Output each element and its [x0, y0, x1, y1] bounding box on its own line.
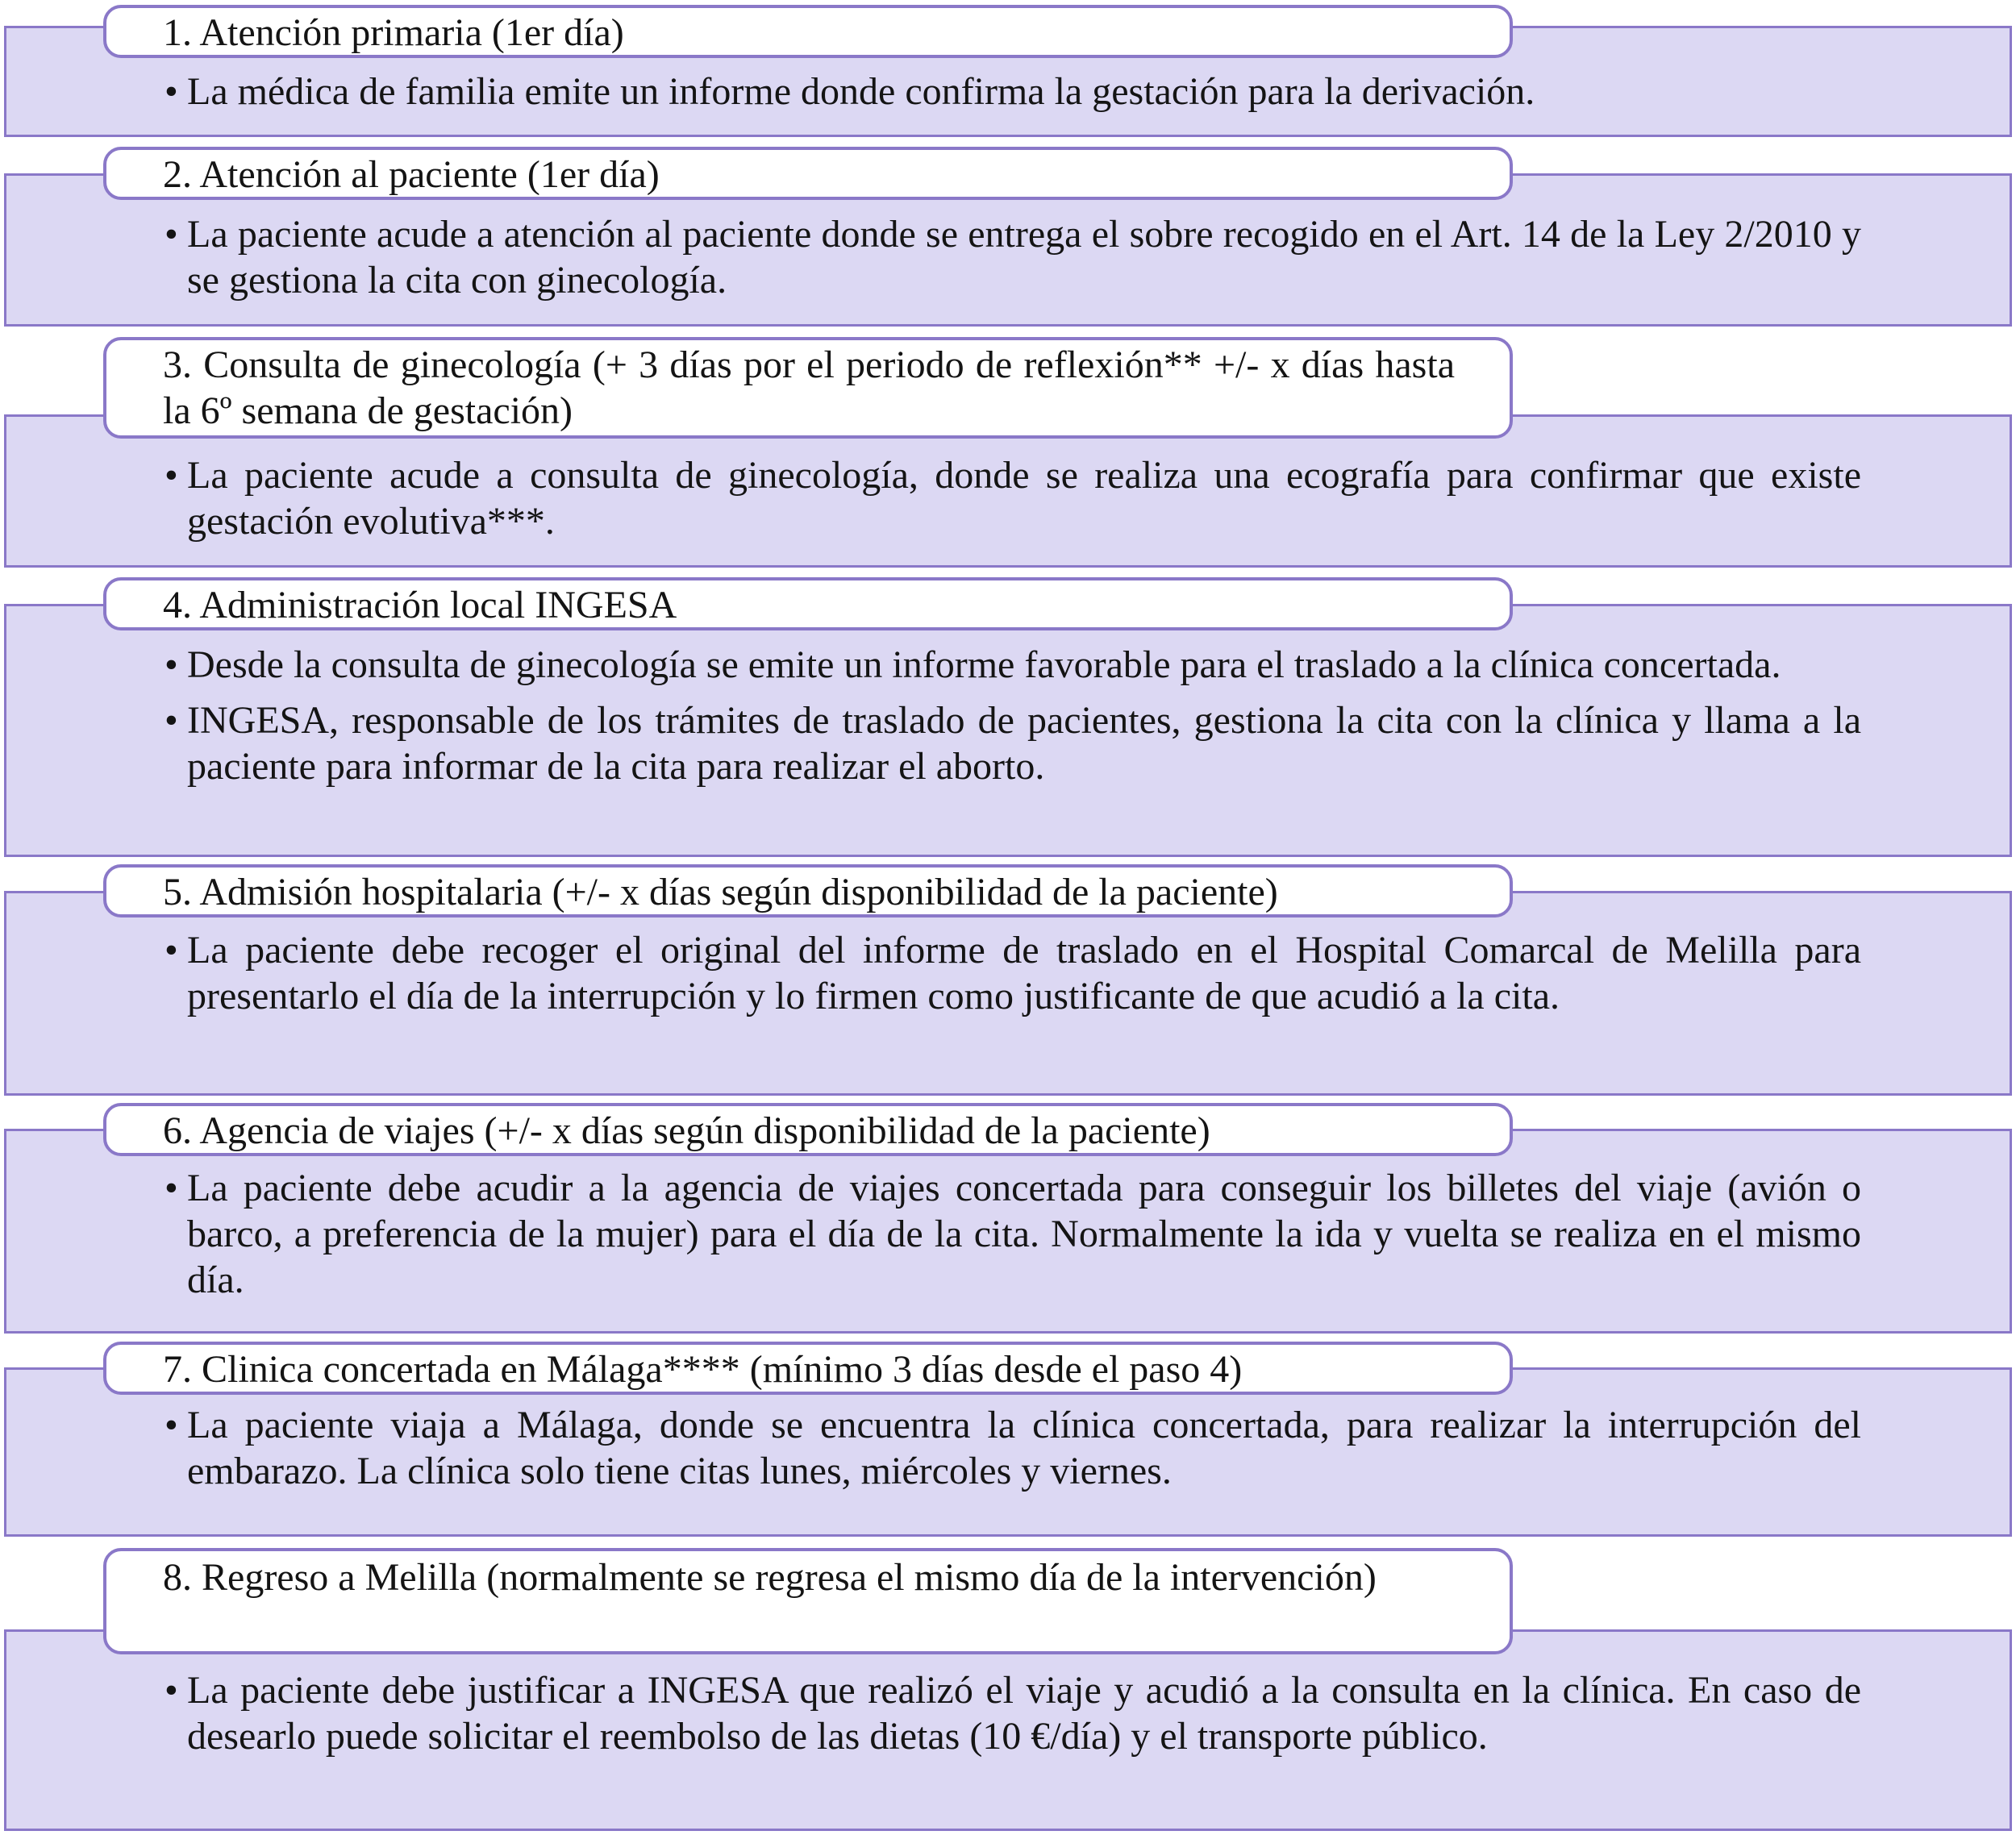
step-5-panel: [4, 891, 2012, 1096]
step-4-title-text: 4. Administración local INGESA: [163, 584, 677, 626]
step-2-bullet-1: [163, 211, 1861, 303]
step-7-title: [103, 1342, 1513, 1395]
bullet-text: La paciente debe acudir a la agencia de viajes concertada para conseguir los billetes del viaje (avión o barco, a preferencia de la mujer) para el día de la cita. Normalmente la ida y vuelta se realiza en el mismo día.: [187, 1167, 1861, 1301]
bullet-dot-icon: •: [165, 643, 178, 686]
step-3-title-text: 3. Consulta de ginecología (+ 3 días por el periodo de reflexión** +/- x días hasta la 6º semana de gestación): [163, 343, 1455, 432]
step-4-title: [103, 577, 1513, 630]
bullet-dot-icon: •: [165, 70, 178, 113]
step-2-title: [103, 147, 1513, 200]
bullet-text: La paciente acude a consulta de ginecología, donde se realiza una ecografía para confirmar que existe gestación evolutiva***.: [187, 454, 1861, 543]
step-2-title-text: 2. Atención al paciente (1er día): [163, 153, 660, 196]
step-1-title: [103, 5, 1513, 58]
step-4-panel: [4, 604, 2012, 857]
bullet-text: La paciente viaja a Málaga, donde se encuentra la clínica concertada, para realizar la interrupción del embarazo. La clínica solo tiene citas lunes, miércoles y viernes.: [187, 1404, 1861, 1492]
step-8-title-text: 8. Regreso a Melilla (normalmente se regresa el mismo día de la intervención): [163, 1556, 1377, 1599]
bullet-text: La paciente debe recoger el original del informe de traslado en el Hospital Comarcal de Melilla para presentarlo el día de la interrupción y lo firmen como justificante de que acudió a la cita.: [187, 929, 1861, 1017]
step-6-bullet-1: [163, 1165, 1861, 1303]
step-7-title-text: 7. Clinica concertada en Málaga**** (mínimo 3 días desde el paso 4): [163, 1348, 1243, 1391]
step-5-bullet-1: [163, 927, 1861, 1019]
step-6-bullets: [163, 1165, 1861, 1313]
bullet-dot-icon: •: [165, 213, 178, 256]
step-7-bullets: [163, 1402, 1861, 1504]
step-6-title-text: 6. Agencia de viajes (+/- x días según disponibilidad de la paciente): [163, 1109, 1210, 1152]
bullet-dot-icon: •: [165, 454, 178, 497]
step-3-title: [103, 337, 1513, 439]
step-6-title: [103, 1103, 1513, 1156]
bullet-dot-icon: •: [165, 699, 178, 742]
step-5-bullets: [163, 927, 1861, 1029]
step-4-bullet-1: [163, 642, 1861, 688]
step-1-bullets: [163, 69, 1861, 124]
step-3-bullets: [163, 452, 1861, 554]
bullet-text: La médica de familia emite un informe donde confirma la gestación para la derivación.: [187, 70, 1535, 113]
step-6-panel: [4, 1129, 2012, 1334]
bullet-text: La paciente debe justificar a INGESA que realizó el viaje y acudió a la consulta en la clínica. En caso de desearlo puede solicitar el reembolso de las dietas (10 €/día) y el transporte público.: [187, 1669, 1861, 1758]
step-5-title: [103, 864, 1513, 918]
step-8-title: [103, 1548, 1513, 1654]
step-4-bullets: [163, 642, 1861, 799]
step-8-bullet-1: [163, 1667, 1861, 1759]
bullet-dot-icon: •: [165, 1167, 178, 1209]
bullet-text: INGESA, responsable de los trámites de traslado de pacientes, gestiona la cita con la clínica y llama a la paciente para informar de la cita para realizar el aborto.: [187, 699, 1861, 788]
step-2-bullets: [163, 211, 1861, 313]
step-7-bullet-1: [163, 1402, 1861, 1494]
step-4-bullet-2: [163, 697, 1861, 789]
step-1-title-text: 1. Atención primaria (1er día): [163, 11, 624, 54]
step-5-title-text: 5. Admisión hospitalaria (+/- x días según disponibilidad de la paciente): [163, 871, 1278, 913]
bullet-dot-icon: •: [165, 929, 178, 972]
bullet-dot-icon: •: [165, 1669, 178, 1712]
bullet-text: Desde la consulta de ginecología se emite un informe favorable para el traslado a la clínica concertada.: [187, 643, 1781, 686]
step-8-bullets: [163, 1667, 1861, 1769]
step-8-panel: [4, 1629, 2012, 1831]
step-1-bullet-1: [163, 69, 1861, 114]
bullet-text: La paciente acude a atención al paciente donde se entrega el sobre recogido en el Art. 14 de la Ley 2/2010 y se gestiona la cita con ginecología.: [187, 213, 1861, 302]
bullet-dot-icon: •: [165, 1404, 178, 1446]
step-3-bullet-1: [163, 452, 1861, 544]
